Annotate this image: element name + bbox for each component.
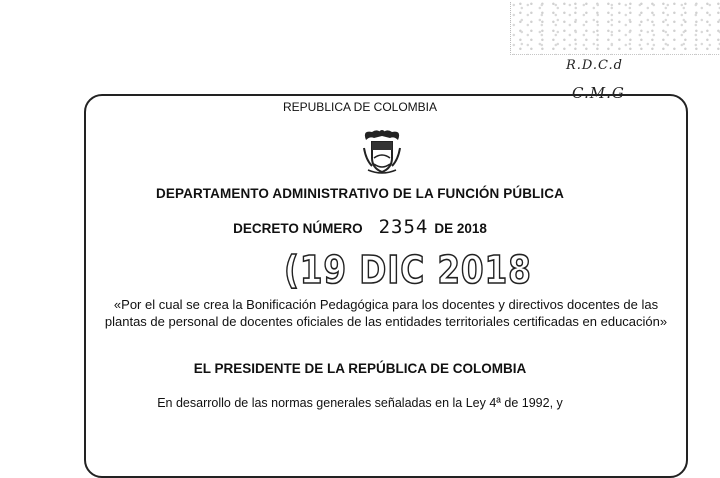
received-stamp — [510, 2, 720, 55]
preamble-text: En desarrollo de las normas generales señaladas en la Ley 4ª de 1992, y — [157, 396, 563, 410]
decree-number-line — [0, 216, 720, 238]
handwritten-initials-2: C.M.G — [572, 84, 625, 102]
decree-label: DECRETO NÚMERO — [233, 221, 363, 236]
handwritten-initials-1: R.D.C.d — [566, 58, 623, 73]
decree-year: DE 2018 — [434, 221, 487, 236]
date-stamp: (19 DIC 2018 — [284, 248, 532, 292]
decree-title: «Por el cual se crea la Bonificación Pedagógica para los docentes y directivos docentes de las plantas de personal de docentes oficiales de las entidades territoriales certificadas en educación» — [104, 297, 668, 329]
republic-heading: REPUBLICA DE COLOMBIA — [282, 100, 438, 114]
coat-of-arms-icon — [360, 126, 404, 176]
president-heading: EL PRESIDENTE DE LA REPÚBLICA DE COLOMBIA — [193, 361, 527, 376]
decree-number: 2354 — [378, 216, 429, 238]
department-heading: DEPARTAMENTO ADMINISTRATIVO DE LA FUNCIÓN PÚBLICA — [156, 186, 564, 201]
